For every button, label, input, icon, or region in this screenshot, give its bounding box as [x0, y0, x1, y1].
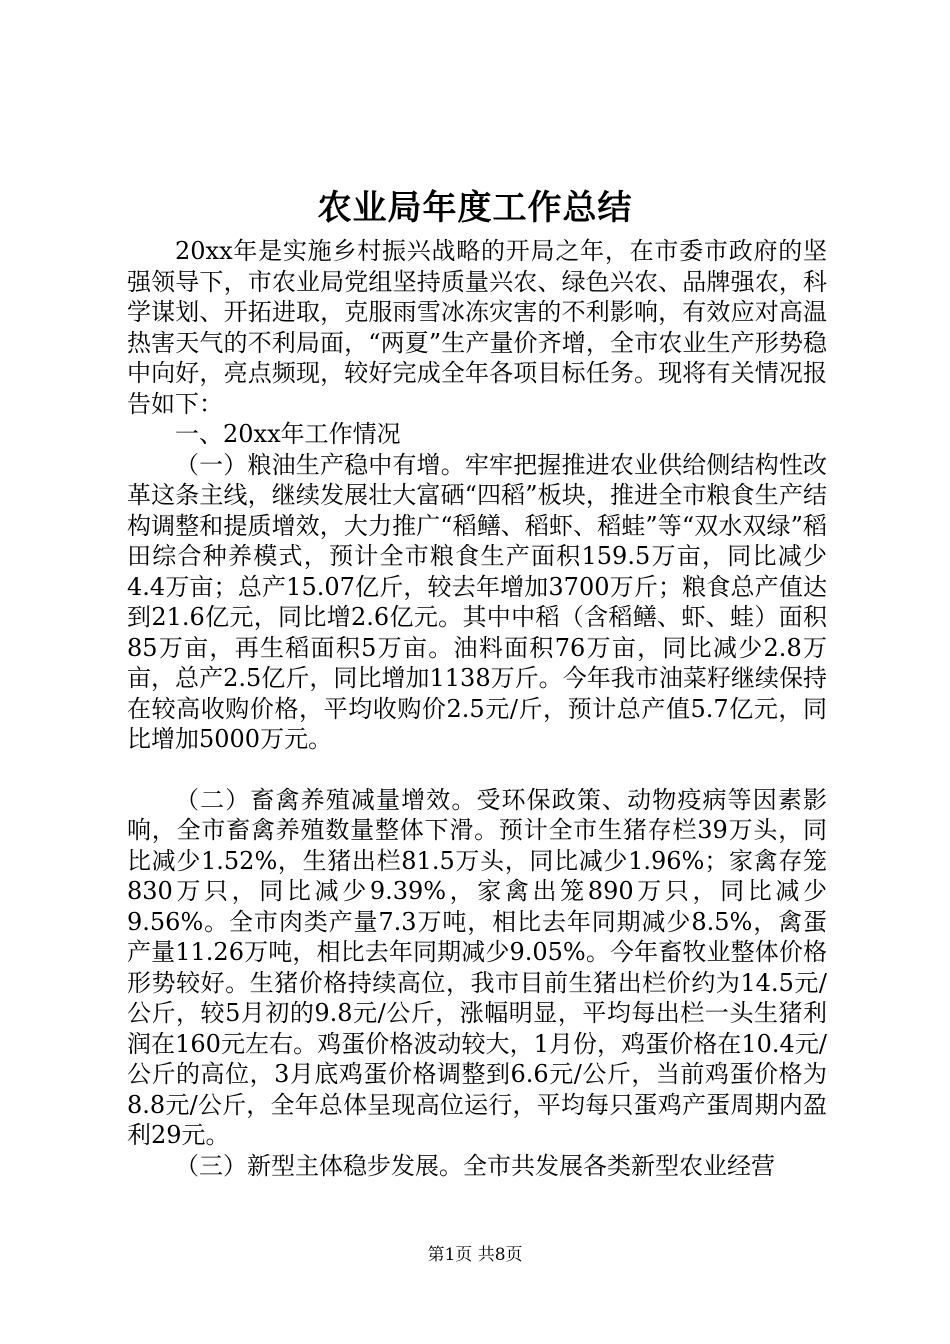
document-body [127, 236, 827, 1181]
grain-oil-paragraph: （一）粮油生产稳中有增。牢牢把握推进农业供给侧结构性改革这条主线，继续发展壮大富硒“四稻”板块，推进全市粮食生产结构调整和提质增效，大力推广“稻鳝、稻虾、稻蛙”等“双水双绿”稻田综合种养模式，预计全市粮食生产面积159.5万亩，同比减少4.4万亩；总产15.07亿斤，较去年增加3700万斤；粮食总产值达到21.6亿元，同比增2.6亿元。其中中稻（含稻鳝、虾、蛙）面积85万亩，再生稻面积5万亩。油料面积76万亩，同比减少2.8万亩，总产2.5亿斤，同比增加1138万斤。今年我市油菜籽继续保持在较高收购价格，平均收购价2.5元/斤，预计总产值5.7亿元，同比增加5000万元。 [127, 450, 827, 753]
document-title: 农业局年度工作总结 [317, 188, 633, 228]
new-entities-paragraph: （三）新型主体稳步发展。全市共发展各类新型农业经营 [175, 1151, 775, 1180]
intro-paragraph: 20xx年是实施乡村振兴战略的开局之年，在市委市政府的坚强领导下，市农业局党组坚持质量兴农、绿色兴农、品牌强农，科学谋划、开拓进取，克服雨雪冰冻灾害的不利影响，有效应对高温热害天气的不利局面，“两夏”生产量价齐增，全市农业生产形势稳中向好，亮点频现，较好完成全年各项目标任务。现将有关情况报告如下： [127, 237, 827, 418]
section-heading: 一、20xx年工作情况 [175, 420, 401, 448]
livestock-paragraph: （二）畜禽养殖减量增效。受环保政策、动物疫病等因素影响，全市畜禽养殖数量整体下滑。预计全市生猪存栏39万头，同比减少1.52%，生猪出栏81.5万头，同比减少1.96%；家禽存笼830万只，同比减少9.39%，家禽出笼890万只，同比减少9.56%。全市肉类产量7.3万吨，相比去年同期减少8.5%，禽蛋产量11.26万吨，相比去年同期减少9.05%。今年畜牧业整体价格形势较好。生猪价格持续高位，我市目前生猪出栏价约为14.5元/公斤，较5月初的9.8元/公斤，涨幅明显，平均每出栏一头生猪利润在160元左右。鸡蛋价格波动较大，1月份，鸡蛋价格在10.4元/公斤的高位，3月底鸡蛋价格调整到6.6元/公斤，当前鸡蛋价格为8.8元/公斤，全年总体呈现高位运行，平均每只蛋鸡产蛋周期内盈利29元。 [127, 785, 827, 1149]
page-number-footer: 第1页 共8页 [427, 1245, 523, 1265]
